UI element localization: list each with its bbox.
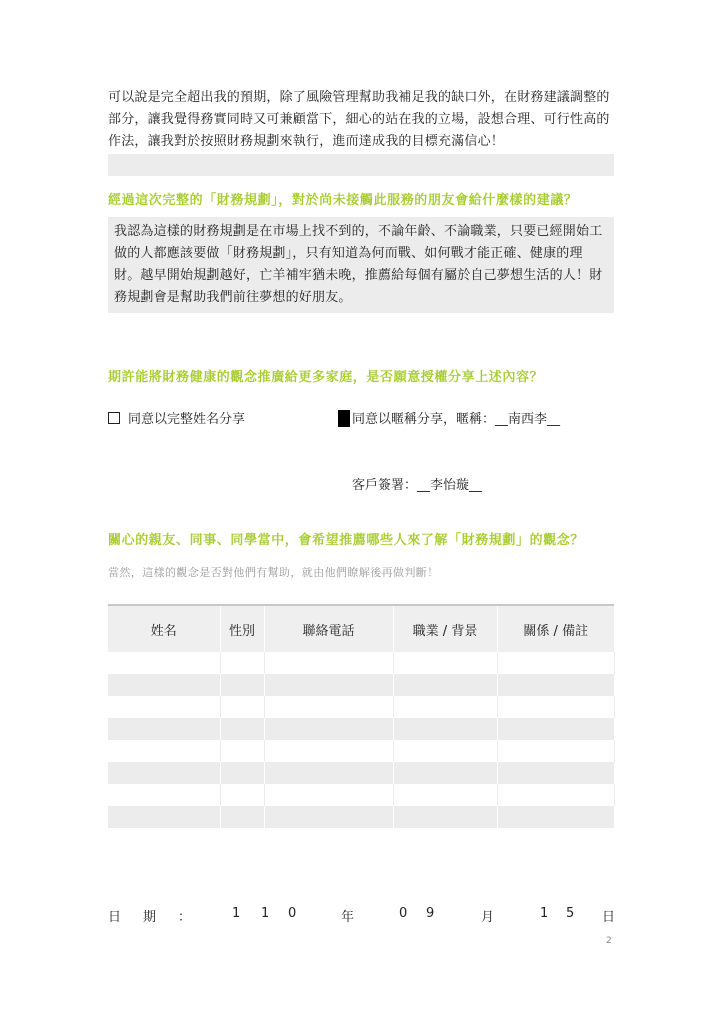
header-name: 姓名 bbox=[108, 605, 220, 652]
table-cell[interactable] bbox=[264, 652, 393, 674]
table-cell[interactable] bbox=[220, 740, 264, 762]
table-row bbox=[108, 696, 614, 718]
option-nickname-label: 同意以暱稱分享，暱稱：__南西李__ bbox=[352, 412, 561, 427]
option-full-name-label: 同意以完整姓名分享 bbox=[128, 412, 246, 427]
table-row bbox=[108, 652, 614, 674]
recommend-question-heading: 經過這次完整的「財務規劃」，對於尚未接觸此服務的朋友會給什麼樣的建議？ bbox=[108, 193, 578, 208]
table-cell[interactable] bbox=[220, 652, 264, 674]
table-cell[interactable] bbox=[264, 718, 393, 740]
day-digit-2: 5 bbox=[566, 906, 575, 921]
date-colon: ： bbox=[178, 910, 192, 925]
referral-subnote: 當然，這樣的觀念是否對他們有幫助，就由他們瞭解後再做判斷！ bbox=[108, 566, 439, 579]
table-cell[interactable] bbox=[393, 784, 497, 806]
table-cell[interactable] bbox=[220, 784, 264, 806]
table-cell[interactable] bbox=[497, 674, 614, 696]
table-cell[interactable] bbox=[393, 806, 497, 828]
year-digit-1: 1 bbox=[232, 906, 241, 921]
table-cell[interactable] bbox=[108, 740, 220, 762]
table-row bbox=[108, 674, 614, 696]
table-cell[interactable] bbox=[264, 740, 393, 762]
month-unit: 月 bbox=[481, 910, 495, 925]
year-digit-3: 0 bbox=[288, 906, 297, 921]
table-cell[interactable] bbox=[497, 762, 614, 784]
table-cell[interactable] bbox=[108, 674, 220, 696]
year-digit-2: 1 bbox=[261, 906, 270, 921]
table-cell[interactable] bbox=[108, 784, 220, 806]
table-cell[interactable] bbox=[108, 762, 220, 784]
table-cell[interactable] bbox=[393, 674, 497, 696]
day-unit: 日 bbox=[602, 910, 616, 925]
table-cell[interactable] bbox=[108, 718, 220, 740]
table-cell[interactable] bbox=[220, 718, 264, 740]
date-row bbox=[108, 906, 614, 924]
day-digit-1: 1 bbox=[540, 906, 549, 921]
table-cell[interactable] bbox=[220, 696, 264, 718]
table-cell[interactable] bbox=[108, 652, 220, 674]
table-cell[interactable] bbox=[393, 696, 497, 718]
table-cell[interactable] bbox=[220, 674, 264, 696]
blank-answer-band bbox=[108, 154, 614, 176]
referral-table bbox=[108, 604, 615, 828]
table-cell[interactable] bbox=[264, 784, 393, 806]
option-full-name[interactable] bbox=[108, 408, 245, 427]
table-row bbox=[108, 740, 614, 762]
month-digit-1: 0 bbox=[399, 906, 408, 921]
table-cell[interactable] bbox=[264, 806, 393, 828]
month-digit-2: 9 bbox=[426, 906, 435, 921]
table-cell[interactable] bbox=[497, 718, 614, 740]
table-cell[interactable] bbox=[108, 696, 220, 718]
table-cell[interactable] bbox=[264, 674, 393, 696]
table-cell[interactable] bbox=[393, 762, 497, 784]
table-cell[interactable] bbox=[497, 740, 614, 762]
year-unit: 年 bbox=[341, 910, 355, 925]
table-cell[interactable] bbox=[108, 806, 220, 828]
table-cell[interactable] bbox=[220, 762, 264, 784]
recommend-answer: 我認為這樣的財務規劃是在市場上找不到的，不論年齡、不論職業，只要已經開始工做的人都應該要做「財務規劃」，只有知道為何而戰、如何戰才能正確、健康的理財。越早開始規劃越好，亡羊補牢猶未晚，推薦給每個有屬於自己夢想生活的人！財務規劃會是幫助我們前往夢想的好朋友。 bbox=[108, 217, 614, 313]
option-nickname[interactable] bbox=[338, 408, 560, 427]
date-label-char-2: 期 bbox=[143, 910, 157, 925]
table-cell[interactable] bbox=[497, 784, 614, 806]
page-number: 2 bbox=[606, 936, 612, 946]
header-relationship: 關係 / 備註 bbox=[497, 605, 614, 652]
table-row bbox=[108, 718, 614, 740]
table-cell[interactable] bbox=[497, 806, 614, 828]
date-label-char-1: 日 bbox=[108, 910, 122, 925]
table-row bbox=[108, 784, 614, 806]
table-cell[interactable] bbox=[393, 740, 497, 762]
table-cell[interactable] bbox=[497, 696, 614, 718]
referral-question-heading: 關心的親友、同事、同學當中，會希望推薦哪些人來了解「財務規劃」的觀念？ bbox=[108, 533, 585, 548]
table-cell[interactable] bbox=[393, 718, 497, 740]
checkbox-unchecked-icon[interactable] bbox=[108, 412, 120, 424]
header-phone: 聯絡電話 bbox=[264, 605, 393, 652]
table-row bbox=[108, 806, 614, 828]
table-row bbox=[108, 762, 614, 784]
share-question-heading: 期許能將財務健康的觀念推廣給更多家庭，是否願意授權分享上述內容？ bbox=[108, 370, 544, 385]
header-occupation: 職業 / 背景 bbox=[393, 605, 497, 652]
checkbox-checked-icon[interactable] bbox=[338, 410, 350, 427]
table-cell[interactable] bbox=[264, 762, 393, 784]
intro-paragraph: 可以說是完全超出我的預期，除了風險管理幫助我補足我的缺口外，在財務建議調整的部分，讓我覺得務實同時又可兼顧當下，細心的站在我的立場，設想合理、可行性高的作法，讓我對於按照財務規劃來執行，進而達成我的目標充滿信心！ bbox=[108, 90, 610, 149]
table-cell[interactable] bbox=[264, 696, 393, 718]
table-cell[interactable] bbox=[393, 652, 497, 674]
table-header-row bbox=[108, 605, 614, 652]
table-cell[interactable] bbox=[220, 806, 264, 828]
header-gender: 性別 bbox=[220, 605, 264, 652]
customer-signature: 客戶簽署：__李怡璇__ bbox=[352, 478, 483, 493]
table-cell[interactable] bbox=[497, 652, 614, 674]
